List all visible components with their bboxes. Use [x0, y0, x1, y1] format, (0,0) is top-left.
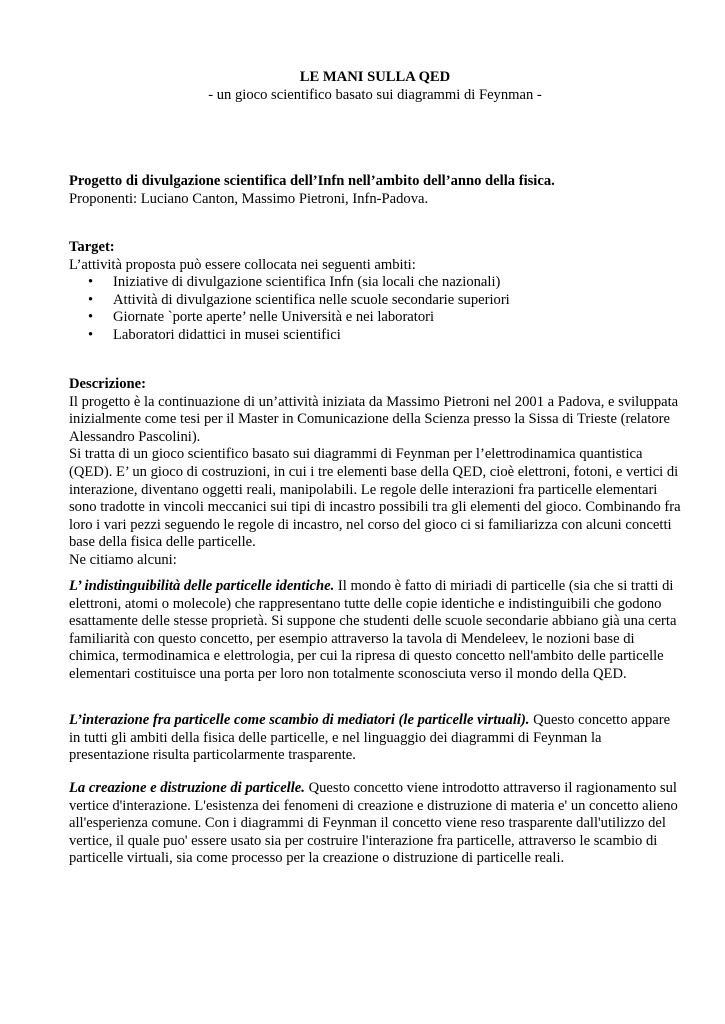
project-proponents: Proponenti: Luciano Canton, Massimo Pietroni, Infn-Padova.: [69, 190, 429, 207]
project-section: [69, 173, 681, 208]
concept-text: Il mondo è fatto di miriadi di particelle (sia che si tratti di elettroni, atomi o molecole) che rappresentano tutte delle copie identiche e indistinguibili che godono esattamente delle stesse proprietà. Si suppone che studenti delle scuole secondarie abbiano già una certa familiarità con questo concetto, per esempio attraverso la tavola di Mendeleev, le nozioni base di chimica, termodinamica e elettrologia, per cui la ripresa di questo concetto nell'ambito delle particelle elementari costituisce una porta per loro non totalmente sconosciuta verso il mondo della QED.: [69, 578, 677, 682]
list-item: • Laboratori didattici in musei scientifici: [88, 326, 341, 343]
description-paragraph-1: Il progetto è la continuazione di un’attività iniziata da Massimo Pietroni nel 2001 a Padova, e sviluppata inizialmente come tesi per il Master in Comunicazione della Scienza presso la Sissa di Trieste (relatore Alessandro Pascolini).: [69, 393, 679, 445]
bullet-icon: •: [88, 291, 94, 308]
concept-interaction: [69, 712, 681, 765]
target-list: [69, 274, 681, 344]
concept-text: Questo concetto viene introdotto attraverso il ragionamento sul vertice d'interazione. L'esistenza dei fenomeni di creazione e distruzione di materia e' un concetto alieno all'esperienza comune. Con i diagrammi di Feynman il concetto viene reso trasparente dall'utilizzo del vertice, il quale puo' essere usato sia per costruire l'interazione fra particelle, attraverso le scambio di particelle virtuali, sia come processo per la creazione o distruzione di particelle reali.: [69, 780, 678, 867]
description-paragraph-3: Ne citiamo alcuni:: [69, 551, 177, 568]
description-paragraph-2: Si tratta di un gioco scientifico basato sui diagrammi di Feynman per l’elettrodinamica quantistica (QED). E’ un gioco di costruzioni, in cui i tre elementi base della QED, cioè elettroni, fotoni, e vertici di interazione, diventano oggetti reali, manipolabili. Le regole delle interazioni fra particelle elementari sono tradotte in vincoli meccanici sui tipi di incastro possibili tra gli elementi del gioco. Combinando fra loro i vari pezzi seguendo le regole di incastro, nel corso del gioco ci si familiarizza con alcuni concetti base della fisica delle particelle.: [69, 446, 681, 551]
concept-text: Questo concetto appare in tutti gli ambiti della fisica delle particelle, e nel linguaggio dei diagrammi di Feynman la presentazione risulta particolarmente trasparente.: [69, 712, 671, 764]
list-item: • Iniziative di divulgazione scientifica Infn (sia locali che nazionali): [88, 274, 501, 291]
concept-title: L’interazione fra particelle come scambio di mediatori (le particelle virtuali).: [69, 712, 530, 728]
concept-title: L’ indistinguibilità delle particelle identiche.: [69, 578, 335, 594]
document-subtitle: - un gioco scientifico basato sui diagrammi di Feynman -: [208, 87, 542, 103]
target-intro: L’attività proposta può essere collocata nei seguenti ambiti:: [69, 256, 416, 273]
project-heading: Progetto di divulgazione scientifica dell’Infn nell’ambito dell’anno della fisica.: [69, 173, 555, 189]
concept-title: La creazione e distruzione di particelle.: [69, 780, 305, 796]
bullet-icon: •: [88, 326, 94, 343]
description-heading: Descrizione:: [69, 376, 146, 392]
target-heading: Target:: [69, 239, 115, 255]
concept-indistinguishability: [69, 578, 681, 684]
bullet-icon: •: [88, 309, 94, 326]
list-item: • Giornate `porte aperte’ nelle Università e nei laboratori: [88, 309, 435, 326]
concept-creation-destruction: [69, 780, 681, 868]
bullet-icon: •: [88, 274, 94, 291]
list-item: • Attività di divulgazione scientifica nelle scuole secondarie superiori: [88, 291, 510, 308]
description-section: [69, 376, 681, 570]
target-section: [69, 239, 681, 345]
document-title: LE MANI SULLA QED: [299, 69, 451, 85]
